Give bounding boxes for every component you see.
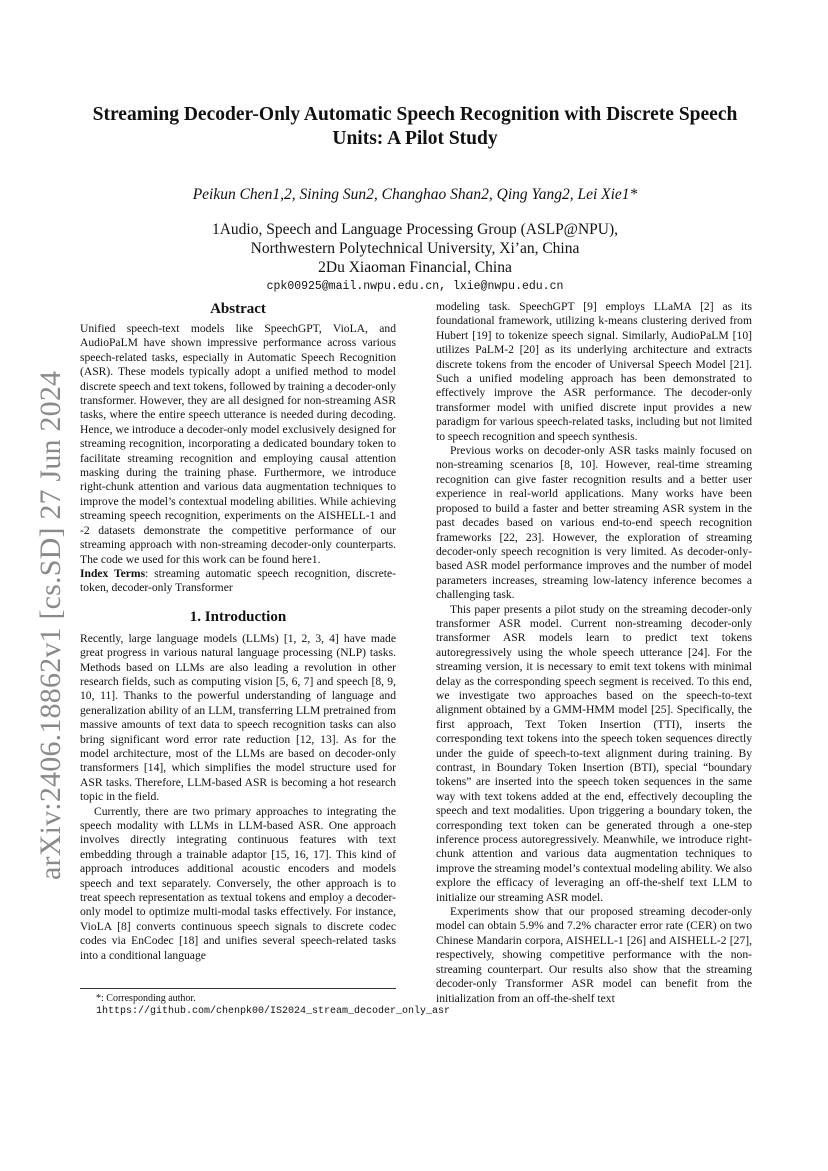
footnotes	[80, 988, 451, 1018]
intro-paragraph-5: This paper presents a pilot study on the streaming decoder-only transformer ASR model. Current non-streaming decoder-only transformer ASR models learn to predict text tokens autoregressively using the whole speech utterance [24]. For the streaming version, it is necessary to emit text tokens with minimal delay as the corresponding speech segment is received. To this end, we investigate two approaches based on the speech-to-text alignment obtained by a GMM-HMM model [25]. Specifically, the first approach, Text Token Insertion (TTI), inserts the corresponding text tokens into the speech token sequences directly under the guide of speech-to-text alignment during training. By contrast, in Boundary Token Insertion (BTI), special “boundary tokens” are inserted into the speech token sequences in the same way with text tokens added at the end, effectively decoupling the speech and text modalities. Upon triggering a boundary token, the corresponding text token can be generated through a one-step inference process autoregressively. Meanwhile, we introduce right-chunk attention and various data augmentation techniques to improve the streaming model’s contextual modeling ability. We also explore the efficacy of leveraging an off-the-shelf text LLM to initialize our streaming ASR model.	[436, 602, 752, 904]
author-emails: cpk00925@mail.nwpu.edu.cn, lxie@nwpu.edu.cn	[266, 280, 564, 293]
affiliation-1: 1Audio, Speech and Language Processing Group (ASLP@NPU),	[211, 221, 619, 238]
index-terms-text: : streaming automatic speech recognition, discrete-token, decoder-only Transformer	[80, 566, 396, 595]
paper-title	[80, 103, 750, 151]
title-line-1: Streaming Decoder-Only Automatic Speech Recognition with Discrete Speech	[92, 104, 738, 125]
intro-paragraph-3: modeling task. SpeechGPT [9] employs LLaMA [2] as its foundational framework, utilizing k-means clustering derived from Hubert [19] to tokenize speech signal. Similarly, AudioPaLM [10] utilizes PaLM-2 [20] as its underlying architecture and extracts discrete tokens from the encoder of Universal Speech Model [21]. Such a unified modeling approach has been demonstrated to effectively improve the ASR performance. The decoder-only transformer model with unified discrete input provides a new paradigm for various speech-related tasks, including but not limited to speech recognition and speech synthesis.	[436, 300, 752, 443]
arxiv-identifier: arXiv:2406.18862v1 [cs.SD] 27 Jun 2024	[34, 370, 67, 880]
right-column	[436, 300, 752, 1006]
footnote-corresponding: *: Corresponding author.	[96, 993, 196, 1004]
index-terms	[80, 567, 396, 596]
intro-paragraph-1: Recently, large language models (LLMs) [1, 2, 3, 4] have made great progress in various natural language processing (NLP) tasks. Methods based on LLMs are also leading a revolution in other research fields, such as computing vision [5, 6, 7] and speech [8, 9, 10, 11]. Thanks to the powerful understanding of language and generalization ability of an LLM, transferring LLM pretrained from massive amounts of text data to speech recognition tasks can also bring significant word error rate reduction [12, 13]. As for the model architecture, most of the LLMs are based on decoder-only transformers [14], which simplifies the model structure used for ASR tasks. Therefore, LLM-based ASR is becoming a hot research topic in the field.	[80, 631, 396, 804]
footnote-code-link[interactable]: 1https://github.com/chenpk00/IS2024_stream_decoder_only_asr	[96, 1005, 451, 1017]
abstract-text: Unified speech-text models like SpeechGPT, VioLA, and AudioPaLM have shown impressive performance across various speech-related tasks, especially in Automatic Speech Recognition (ASR). These models typically adopt a unified method to model discrete speech and text tokens, followed by training a decoder-only transformer. However, they are all designed for non-streaming ASR tasks, where the entire speech utterance is needed during decoding. Hence, we introduce a decoder-only model exclusively designed for streaming recognition, incorporating a dedicated boundary token to facilitate streaming recognition and employing causal attention masking during the training phase. Furthermore, we introduce right-chunk attention and various data augmentation techniques to improve the model’s contextual modeling abilities. While achieving streaming speech recognition, experiments on the AISHELL-1 and -2 datasets demonstrate the competitive performance of our streaming approach with non-streaming decoder-only counterparts. The code we used for this work can be found here1.	[80, 322, 396, 566]
index-terms-label: Index Terms	[80, 566, 146, 580]
left-column	[80, 300, 396, 963]
affiliations	[80, 220, 750, 277]
abstract-heading: Abstract	[210, 301, 266, 317]
affiliation-1-address: Northwestern Polytechnical University, Xi’an, China	[250, 240, 580, 257]
intro-paragraph-2: Currently, there are two primary approaches to integrating the speech modality with LLMs in LLM-based ASR. One approach involves directly integrating continuous features with text embedding through a trainable adaptor [15, 16, 17]. This kind of approach introduces additional acoustic encoders and models speech and text separately. Conversely, the other approach is to treat speech representation as textual tokens and employ a decoder-only model to optimize multi-modal tasks effectively. For instance, VioLA [8] converts continuous speech signals to discrete codec codes via EnCodec [18] and unifies several speech-related tasks into a conditional language	[80, 804, 396, 962]
introduction-heading: 1. Introduction	[189, 608, 287, 625]
intro-paragraph-6: Experiments show that our proposed streaming decoder-only model can obtain 5.9% and 7.2% character error rate (CER) on two Chinese Mandarin corpora, AISHELL-1 [26] and AISHELL-2 [27], respectively, showing competitive performance with the non-streaming counterpart. Our results also show that the streaming decoder-only Transformer ASR model can benefit from the initialization from an off-the-shelf text	[436, 905, 752, 1005]
affiliation-2: 2Du Xiaoman Financial, China	[318, 259, 512, 276]
intro-paragraph-4: Previous works on decoder-only ASR tasks mainly focused on non-streaming scenarios [8, 10]. However, real-time streaming recognition can give faster recognition results and a better user experience in real-world applications. Many works have been proposed to build a faster and better streaming ASR system in the past decades based on various end-to-end speech recognition frameworks [22, 23]. However, the exploration of streaming decoder-only speech recognition is very limited. As decoder-only-based ASR model performance improves and the number of model parameters increases, streaming low-latency inference becomes a challenging task.	[436, 444, 752, 602]
title-line-2: Units: A Pilot Study	[332, 128, 498, 149]
author-list: Peikun Chen1,2, Sining Sun2, Changhao Shan2, Qing Yang2, Lei Xie1*	[192, 186, 638, 203]
